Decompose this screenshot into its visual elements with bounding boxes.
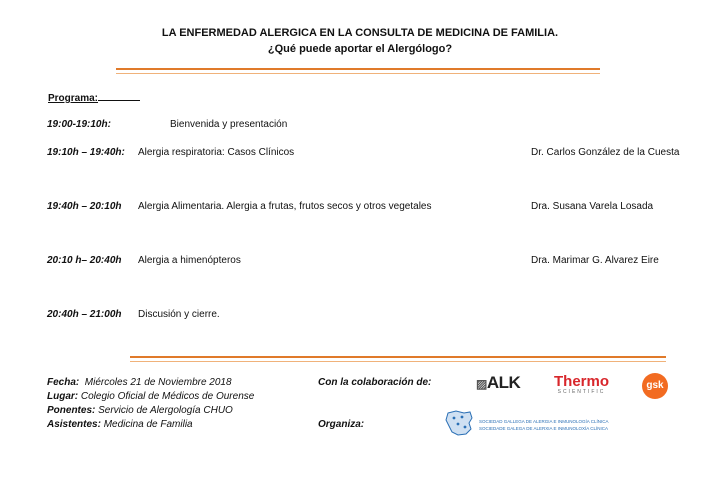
footer-divider <box>130 356 666 358</box>
header-divider <box>116 68 600 70</box>
page-title: LA ENFERMEDAD ALERGICA EN LA CONSULTA DE MEDICINA DE FAMILIA. <box>161 27 559 39</box>
schedule-time: 19:10h – 19:40h: <box>47 147 125 158</box>
asistentes-line: Asistentes: Medicina de Familia <box>47 419 193 430</box>
header-divider-thin <box>116 73 600 74</box>
colaboracion-label: Con la colaboración de: <box>318 377 432 388</box>
schedule-time: 20:10 h– 20:40h <box>47 255 122 266</box>
footer-divider-thin <box>130 361 666 362</box>
schedule-topic: Alergia respiratoria: Casos Clínicos <box>138 147 295 158</box>
schedule-time: 19:00-19:10h: <box>47 119 111 130</box>
schedule-time: 20:40h – 21:00h <box>47 309 122 320</box>
schedule-speaker: Dra. Marimar G. Alvarez Eire <box>531 255 659 266</box>
schedule-speaker: Dr. Carlos González de la Cuesta <box>531 147 680 158</box>
lugar-line: Lugar: Colegio Oficial de Médicos de Ourense <box>47 391 255 402</box>
sgaic-map-icon <box>444 409 476 442</box>
page-subtitle: ¿Qué puede aportar el Alergólogo? <box>267 43 453 55</box>
alk-logo: ▨ALK <box>476 373 521 392</box>
schedule-topic: Alergia a himenópteros <box>138 255 241 266</box>
schedule-topic: Alergia Alimentaria. Alergia a frutas, frutos secos y otros vegetales <box>138 201 432 212</box>
ponentes-line: Ponentes: Servicio de Alergología CHUO <box>47 405 233 416</box>
gsk-logo: gsk <box>642 373 668 399</box>
thermo-logo: Thermo SCIENTIFIC <box>554 373 610 395</box>
sgaic-logo: SOCIEDAD GALLEGA DE ALERGIA E INMUNOLOGÍA CLÍNICA SOCIEDADE GALEGA DE ALERXIA E INMUNOLOXÍA CLÍNICA <box>479 419 609 431</box>
schedule-time: 19:40h – 20:10h <box>47 201 122 212</box>
fecha-line: Fecha: Miércoles 21 de Noviembre 2018 <box>47 377 232 388</box>
schedule-topic: Bienvenida y presentación <box>170 119 288 130</box>
schedule-speaker: Dra. Susana Varela Losada <box>531 201 654 212</box>
organiza-label: Organiza: <box>318 419 365 430</box>
schedule-topic: Discusión y cierre. <box>138 309 220 320</box>
programa-label: Programa: <box>48 93 140 104</box>
